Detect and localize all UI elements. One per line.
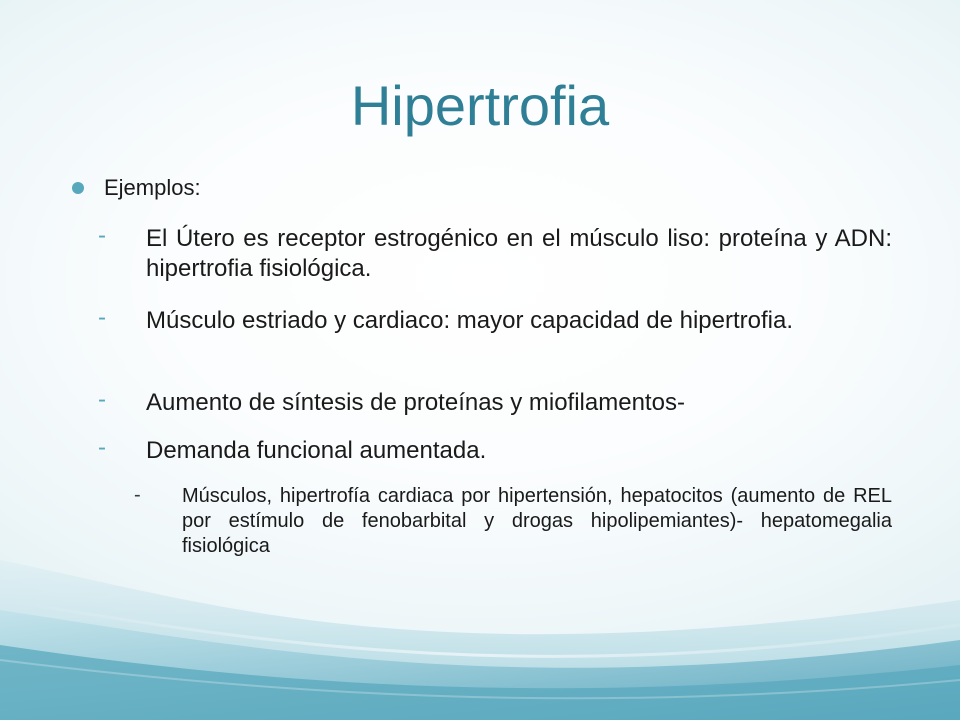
list-item: Músculo estriado y cardiaco: mayor capacidad de hipertrofia. xyxy=(146,307,793,334)
sub-dash-icon: - xyxy=(134,484,141,506)
list-item: El Útero es receptor estrogénico en el músculo liso: proteína y ADN: hipertrofia fisiológica. xyxy=(146,225,892,282)
sub-list-item: Músculos, hipertrofía cardiaca por hipertensión, hepatocitos (aumento de REL por estímulo de fenobarbital y drogas hipolipemiantes)- hepatomegalia fisiológica xyxy=(182,485,892,557)
bullet-icon xyxy=(72,182,84,194)
dash-icon: - xyxy=(98,304,106,331)
list-item: Aumento de síntesis de proteínas y miofilamentos- xyxy=(146,389,685,416)
dash-icon: - xyxy=(98,386,106,413)
dash-icon: - xyxy=(98,434,106,461)
bullet-text: Ejemplos: xyxy=(104,175,201,200)
list-item: Demanda funcional aumentada. xyxy=(146,437,487,464)
dash-icon: - xyxy=(98,222,106,249)
slide-title: Hipertrofia xyxy=(350,74,610,137)
